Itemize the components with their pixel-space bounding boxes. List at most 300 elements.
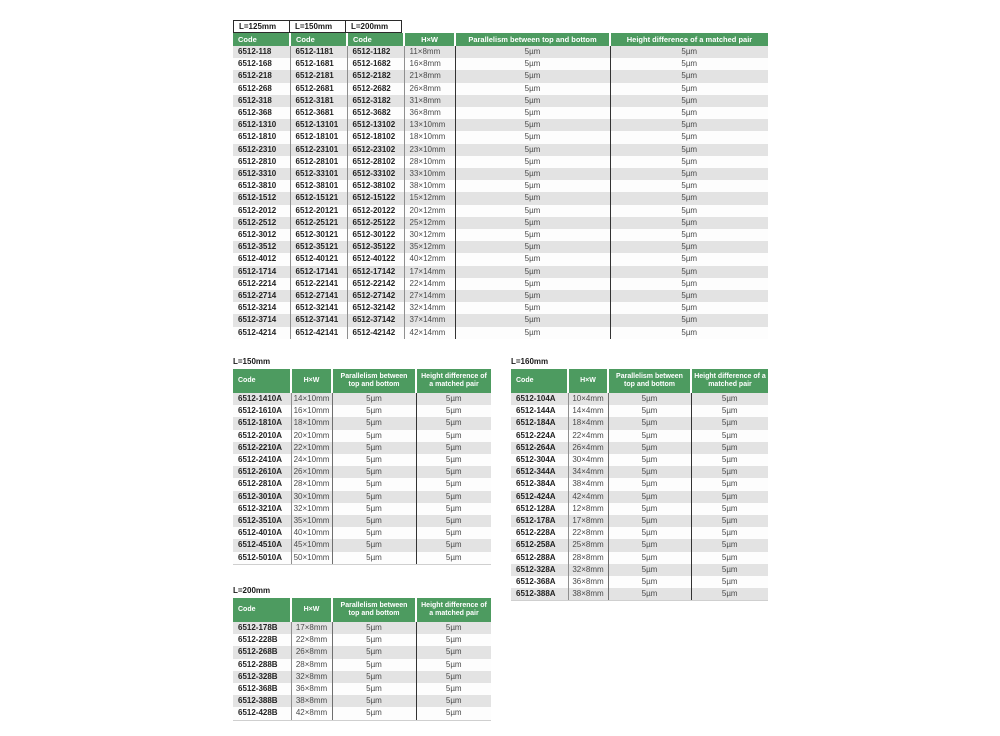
value-cell: 5µm — [416, 417, 491, 429]
value-cell: 5µm — [608, 527, 691, 539]
value-cell: 5µm — [416, 659, 491, 671]
value-cell: 5µm — [416, 442, 491, 454]
table-row — [233, 405, 491, 417]
value-cell: 5µm — [332, 552, 416, 565]
table-row — [233, 466, 491, 478]
value-cell: 5µm — [416, 552, 491, 565]
spec-table-l150-block — [233, 357, 491, 565]
table-body — [233, 622, 491, 720]
value-cell: 14×10mm — [291, 393, 332, 405]
table-row — [233, 527, 491, 539]
code-cell: 6512-3512 — [238, 242, 277, 252]
value-cell: 5µm — [332, 695, 416, 707]
value-cell: 5µm — [416, 430, 491, 442]
value-cell: 32×10mm — [291, 503, 332, 515]
table-row — [511, 527, 768, 539]
value-cell: 5µm — [691, 564, 768, 576]
value-cell: 5µm — [332, 634, 416, 646]
code-cell: 6512-1714 — [238, 266, 277, 276]
value-cell: 38×8mm — [291, 695, 332, 707]
value-cell: 27×14mm — [404, 290, 455, 302]
value-cell: 14×4mm — [568, 405, 608, 417]
value-cell: 6512-2681 — [290, 83, 347, 95]
value-cell: 6512-28102 — [347, 156, 404, 168]
value-cell: 5µm — [455, 156, 610, 168]
value-cell: 5µm — [416, 683, 491, 695]
table-row — [233, 180, 768, 192]
value-cell: 36×8mm — [404, 107, 455, 119]
value-cell: 5µm — [691, 503, 768, 515]
table-row — [233, 46, 768, 58]
value-cell: 10×4mm — [568, 393, 608, 405]
code-cell: 6512-2610A — [238, 467, 283, 477]
value-cell: 6512-33102 — [347, 168, 404, 180]
value-cell: 32×8mm — [568, 564, 608, 576]
value-cell: 22×4mm — [568, 430, 608, 442]
value-cell: 5µm — [332, 417, 416, 429]
value-cell: 5µm — [455, 107, 610, 119]
value-cell: 5µm — [332, 515, 416, 527]
value-cell: 6512-17142 — [347, 266, 404, 278]
code-cell: 6512-344A — [516, 467, 556, 477]
value-cell: 5µm — [455, 205, 610, 217]
value-cell: 6512-1682 — [347, 58, 404, 70]
table-row — [511, 552, 768, 564]
value-cell: 5µm — [691, 552, 768, 564]
header-row — [233, 598, 491, 622]
value-cell: 5µm — [416, 671, 491, 683]
value-cell: 5µm — [691, 393, 768, 405]
value-cell: 5µm — [416, 707, 491, 720]
value-cell: 6512-15121 — [290, 192, 347, 204]
value-cell: 5µm — [610, 119, 768, 131]
value-cell: 5µm — [610, 327, 768, 339]
value-cell: 26×10mm — [291, 466, 332, 478]
column-header-hxw: H×W — [568, 369, 608, 393]
table-row — [233, 70, 768, 82]
value-cell: 5µm — [610, 156, 768, 168]
table-row — [233, 253, 768, 265]
value-cell: 5µm — [608, 405, 691, 417]
value-cell: 5µm — [610, 46, 768, 58]
table-row — [233, 314, 768, 326]
table-row — [511, 539, 768, 551]
table-row — [511, 491, 768, 503]
code-cell: 6512-2012 — [238, 205, 277, 215]
value-cell: 5µm — [455, 229, 610, 241]
table-row — [233, 156, 768, 168]
value-cell: 5µm — [455, 119, 610, 131]
column-header-code: Code — [233, 598, 291, 622]
value-cell: 6512-18101 — [290, 131, 347, 143]
table-row — [233, 478, 491, 490]
value-cell: 6512-25122 — [347, 217, 404, 229]
value-cell: 5µm — [691, 430, 768, 442]
value-cell: 5µm — [332, 646, 416, 658]
spec-table-combined — [233, 33, 768, 339]
spec-table-l160 — [511, 369, 768, 601]
table-row — [233, 646, 491, 658]
value-cell: 5µm — [455, 302, 610, 314]
value-cell: 5µm — [332, 491, 416, 503]
spec-table-l200-block — [233, 586, 491, 721]
code-cell: 6512-2010A — [238, 430, 283, 440]
value-cell: 5µm — [608, 576, 691, 588]
column-header-parallelism: Parallelism between top and bottom — [332, 598, 416, 622]
column-header-height-difference: Height difference of a matched pair — [416, 369, 491, 393]
value-cell: 5µm — [416, 634, 491, 646]
value-cell: 5µm — [332, 659, 416, 671]
code-cell: 6512-3012 — [238, 230, 277, 240]
table-row — [511, 576, 768, 588]
value-cell: 5µm — [455, 266, 610, 278]
table-row — [511, 515, 768, 527]
value-cell: 6512-13102 — [347, 119, 404, 131]
code-cell: 6512-2214 — [238, 278, 277, 288]
spec-table-l150 — [233, 369, 491, 565]
value-cell: 5µm — [691, 539, 768, 551]
value-cell: 6512-35122 — [347, 241, 404, 253]
value-cell: 5µm — [332, 466, 416, 478]
code-cell: 6512-2810 — [238, 156, 277, 166]
value-cell: 5µm — [455, 278, 610, 290]
value-cell: 6512-30121 — [290, 229, 347, 241]
value-cell: 37×14mm — [404, 314, 455, 326]
table-header — [233, 33, 768, 46]
value-cell: 32×14mm — [404, 302, 455, 314]
value-cell: 5µm — [610, 131, 768, 143]
code-cell: 6512-228A — [516, 528, 556, 538]
value-cell: 35×12mm — [404, 241, 455, 253]
table-row — [233, 241, 768, 253]
table-row — [233, 442, 491, 454]
value-cell: 5µm — [608, 588, 691, 601]
table-row — [511, 454, 768, 466]
value-cell: 30×10mm — [291, 491, 332, 503]
value-cell: 6512-1181 — [290, 46, 347, 58]
value-cell: 5µm — [610, 107, 768, 119]
value-cell: 5µm — [416, 695, 491, 707]
value-cell: 5µm — [691, 454, 768, 466]
code-cell: 6512-1610A — [238, 406, 283, 416]
value-cell: 5µm — [608, 503, 691, 515]
value-cell: 6512-2181 — [290, 70, 347, 82]
value-cell: 5µm — [691, 491, 768, 503]
code-cell: 6512-2512 — [238, 217, 277, 227]
value-cell: 45×10mm — [291, 539, 332, 551]
value-cell: 5µm — [608, 539, 691, 551]
code-cell: 6512-328A — [516, 564, 556, 574]
table-row — [233, 539, 491, 551]
value-cell: 28×10mm — [291, 478, 332, 490]
value-cell: 6512-32142 — [347, 302, 404, 314]
table-row — [233, 217, 768, 229]
table-row — [233, 192, 768, 204]
value-cell: 24×10mm — [291, 454, 332, 466]
code-cell: 6512-318 — [238, 95, 272, 105]
value-cell: 6512-37142 — [347, 314, 404, 326]
value-cell: 6512-1681 — [290, 58, 347, 70]
table-row — [511, 478, 768, 490]
table-row — [511, 588, 768, 601]
value-cell: 6512-2682 — [347, 83, 404, 95]
value-cell: 5µm — [332, 622, 416, 634]
value-cell: 18×4mm — [568, 417, 608, 429]
value-cell: 5µm — [691, 588, 768, 601]
value-cell: 5µm — [691, 515, 768, 527]
table-row — [233, 290, 768, 302]
value-cell: 5µm — [610, 278, 768, 290]
value-cell: 5µm — [608, 491, 691, 503]
value-cell: 35×10mm — [291, 515, 332, 527]
value-cell: 5µm — [608, 454, 691, 466]
code-cell: 6512-218 — [238, 71, 272, 81]
value-cell: 6512-38102 — [347, 180, 404, 192]
code-cell: 6512-178B — [238, 623, 278, 632]
value-cell: 18×10mm — [291, 417, 332, 429]
value-cell: 5µm — [691, 527, 768, 539]
code-cell: 6512-2310 — [238, 144, 277, 154]
value-cell: 5µm — [691, 478, 768, 490]
table-row — [511, 564, 768, 576]
code-cell: 6512-4010A — [238, 528, 283, 538]
table-row — [233, 107, 768, 119]
value-cell: 5µm — [416, 393, 491, 405]
value-cell: 6512-40122 — [347, 253, 404, 265]
column-header-height-difference: Height difference of a matched pair — [416, 598, 491, 622]
code-cell: 6512-4214 — [238, 327, 277, 337]
code-cell: 6512-3310 — [238, 169, 277, 179]
value-cell: 5µm — [610, 253, 768, 265]
value-cell: 6512-42141 — [290, 327, 347, 339]
value-cell: 5µm — [416, 405, 491, 417]
table-title-l160: L=160mm — [511, 357, 549, 366]
table-row — [233, 659, 491, 671]
value-cell: 5µm — [332, 671, 416, 683]
code-cell: 6512-368B — [238, 684, 278, 694]
code-cell: 6512-3510A — [238, 516, 283, 526]
value-cell: 5µm — [610, 314, 768, 326]
value-cell: 6512-22142 — [347, 278, 404, 290]
code-cell: 6512-368 — [238, 108, 272, 118]
value-cell: 6512-3682 — [347, 107, 404, 119]
value-cell: 5µm — [455, 192, 610, 204]
value-cell: 42×4mm — [568, 491, 608, 503]
column-header-code-125: Code — [233, 33, 290, 46]
value-cell: 5µm — [610, 192, 768, 204]
spec-table-l160-block — [511, 357, 768, 601]
code-cell: 6512-388B — [238, 696, 278, 706]
value-cell: 5µm — [691, 466, 768, 478]
value-cell: 31×8mm — [404, 95, 455, 107]
table-row — [233, 266, 768, 278]
value-cell: 5µm — [610, 144, 768, 156]
value-cell: 32×8mm — [291, 671, 332, 683]
value-cell: 5µm — [416, 503, 491, 515]
value-cell: 5µm — [610, 168, 768, 180]
value-cell: 5µm — [455, 58, 610, 70]
value-cell: 5µm — [455, 83, 610, 95]
table-body — [233, 393, 491, 564]
table-header — [511, 369, 768, 393]
value-cell: 5µm — [610, 180, 768, 192]
code-cell: 6512-1410A — [238, 394, 283, 403]
code-cell: 6512-5010A — [233, 552, 291, 565]
table-title-l150: L=150mm — [233, 357, 271, 366]
column-header-code: Code — [511, 369, 568, 393]
value-cell: 5µm — [610, 241, 768, 253]
table-row — [511, 442, 768, 454]
code-cell: 6512-1512 — [238, 193, 277, 203]
code-cell: 6512-2714 — [238, 291, 277, 301]
value-cell: 6512-1182 — [347, 46, 404, 58]
value-cell: 5µm — [455, 180, 610, 192]
value-cell: 42×8mm — [291, 707, 332, 720]
code-cell: 6512-288B — [238, 659, 278, 669]
value-cell: 5µm — [608, 552, 691, 564]
value-cell: 5µm — [610, 83, 768, 95]
table-row — [233, 327, 768, 339]
table-row — [233, 695, 491, 707]
value-cell: 5µm — [691, 405, 768, 417]
value-cell: 5µm — [610, 266, 768, 278]
value-cell: 5µm — [610, 217, 768, 229]
code-cell: 6512-2210A — [238, 442, 283, 452]
table-row — [233, 683, 491, 695]
table-row — [233, 131, 768, 143]
value-cell: 6512-20122 — [347, 205, 404, 217]
code-cell: 6512-1310 — [238, 120, 277, 130]
header-row — [233, 369, 491, 393]
value-cell: 5µm — [416, 478, 491, 490]
value-cell: 5µm — [416, 515, 491, 527]
column-header-height-difference: Height difference of a matched pair — [691, 369, 768, 393]
spec-table-l200 — [233, 598, 491, 721]
value-cell: 5µm — [608, 564, 691, 576]
column-header-hxw: H×W — [291, 369, 332, 393]
value-cell: 36×8mm — [568, 576, 608, 588]
value-cell: 5µm — [455, 95, 610, 107]
value-cell: 5µm — [455, 253, 610, 265]
value-cell: 5µm — [608, 515, 691, 527]
value-cell: 26×8mm — [404, 83, 455, 95]
table-row — [511, 503, 768, 515]
value-cell: 5µm — [691, 576, 768, 588]
value-cell: 5µm — [332, 527, 416, 539]
value-cell: 17×8mm — [568, 515, 608, 527]
value-cell: 17×8mm — [291, 622, 332, 634]
value-cell: 36×8mm — [291, 683, 332, 695]
table-row — [233, 454, 491, 466]
table-body — [511, 393, 768, 601]
table-row — [233, 144, 768, 156]
code-cell: 6512-104A — [516, 394, 556, 403]
column-header-code-150: Code — [290, 33, 347, 46]
code-cell: 6512-258A — [516, 540, 556, 550]
code-cell: 6512-224A — [516, 430, 556, 440]
table-row — [233, 58, 768, 70]
code-cell: 6512-3010A — [238, 491, 283, 501]
table-row — [233, 119, 768, 131]
code-cell: 6512-268 — [238, 83, 272, 93]
code-cell: 6512-428B — [233, 707, 291, 720]
value-cell: 5µm — [455, 290, 610, 302]
value-cell: 6512-22141 — [290, 278, 347, 290]
value-cell: 22×14mm — [404, 278, 455, 290]
value-cell: 6512-33101 — [290, 168, 347, 180]
value-cell: 6512-32141 — [290, 302, 347, 314]
value-cell: 5µm — [332, 707, 416, 720]
value-cell: 5µm — [610, 205, 768, 217]
value-cell: 5µm — [691, 417, 768, 429]
code-cell: 6512-118 — [238, 47, 272, 56]
table-row — [511, 430, 768, 442]
value-cell: 12×8mm — [568, 503, 608, 515]
header-row — [233, 33, 768, 46]
value-cell: 22×8mm — [568, 527, 608, 539]
value-cell: 18×10mm — [404, 131, 455, 143]
table-title-l200: L=200mm — [233, 586, 271, 595]
value-cell: 5µm — [610, 70, 768, 82]
value-cell: 26×8mm — [291, 646, 332, 658]
value-cell: 23×10mm — [404, 144, 455, 156]
value-cell: 6512-3181 — [290, 95, 347, 107]
code-cell: 6512-3810 — [238, 181, 277, 191]
table-row — [233, 634, 491, 646]
column-header-hxw: H×W — [404, 33, 455, 46]
value-cell: 6512-28101 — [290, 156, 347, 168]
table-row — [233, 552, 491, 565]
table-row — [233, 417, 491, 429]
table-header — [233, 369, 491, 393]
value-cell: 16×10mm — [291, 405, 332, 417]
value-cell: 6512-23101 — [290, 144, 347, 156]
value-cell: 6512-27142 — [347, 290, 404, 302]
column-header-code-200: Code — [347, 33, 404, 46]
code-cell: 6512-388A — [511, 588, 568, 601]
code-cell: 6512-424A — [516, 491, 556, 501]
value-cell: 6512-18102 — [347, 131, 404, 143]
value-cell: 5µm — [455, 241, 610, 253]
table-row — [233, 430, 491, 442]
value-cell: 5µm — [416, 466, 491, 478]
code-cell: 6512-144A — [516, 406, 556, 416]
code-cell: 6512-228B — [238, 635, 278, 645]
table-body — [233, 46, 768, 339]
value-cell: 5µm — [332, 503, 416, 515]
table-row — [233, 168, 768, 180]
value-cell: 5µm — [608, 430, 691, 442]
value-cell: 6512-13101 — [290, 119, 347, 131]
value-cell: 5µm — [332, 539, 416, 551]
value-cell: 40×12mm — [404, 253, 455, 265]
value-cell: 6512-37141 — [290, 314, 347, 326]
table-row — [233, 707, 491, 720]
value-cell: 6512-23102 — [347, 144, 404, 156]
value-cell: 5µm — [332, 405, 416, 417]
tab-l200mm: L=200mm — [345, 20, 402, 33]
header-row — [511, 369, 768, 393]
value-cell: 28×10mm — [404, 156, 455, 168]
value-cell: 5µm — [455, 217, 610, 229]
value-cell: 50×10mm — [291, 552, 332, 565]
code-cell: 6512-328B — [238, 671, 278, 681]
value-cell: 5µm — [608, 478, 691, 490]
value-cell: 6512-35121 — [290, 241, 347, 253]
value-cell: 26×4mm — [568, 442, 608, 454]
value-cell: 5µm — [691, 442, 768, 454]
value-cell: 34×4mm — [568, 466, 608, 478]
